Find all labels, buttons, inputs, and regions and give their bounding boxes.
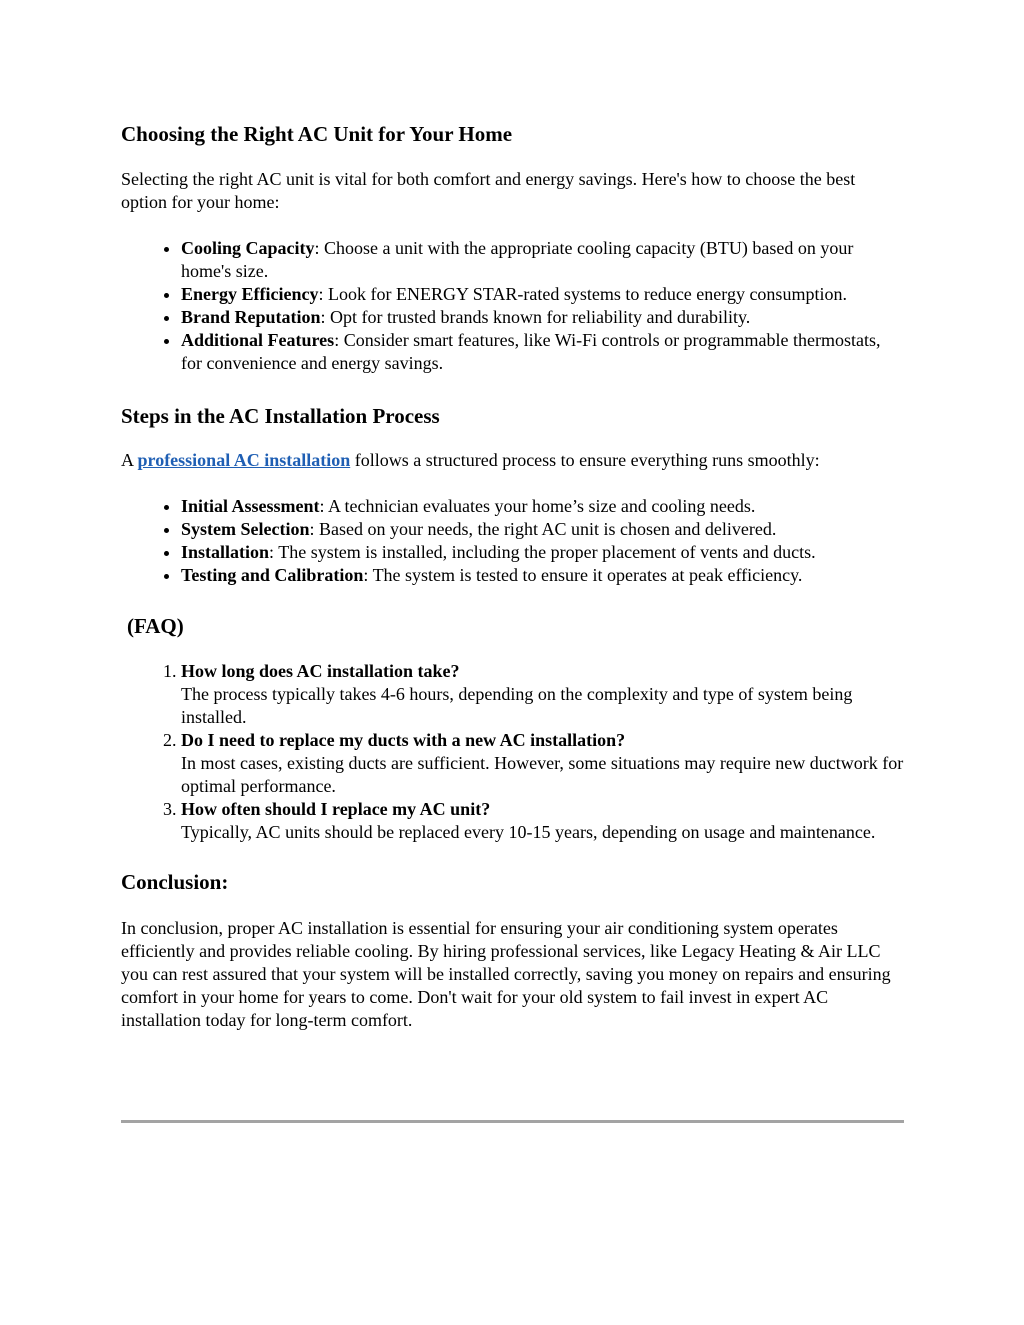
list-item-text: : Consider smart features, like Wi-Fi controls or programmable thermostats, for convenience and energy savings. [181,330,881,373]
faq-question: 2. Do I need to replace my ducts with a new AC installation? [181,730,626,750]
heading-choosing-ac-unit: Choosing the Right AC Unit for Your Home [121,122,513,146]
list-item-text: : Opt for trusted brands known for reliability and durability. [320,307,751,327]
choosing-intro-paragraph: Selecting the right AC unit is vital for both comfort and energy savings. Here's how to choose the best option for your home: [121,169,856,212]
list-item [181,283,904,306]
list-item [181,518,904,541]
heading-installation-steps: Steps in the AC Installation Process [121,404,440,428]
faq-answer: In most cases, existing ducts are sufficient. However, some situations may require new ductwork for optimal performance. [181,753,904,796]
list-item-term: Initial Assessment [181,496,320,516]
list-item-term: Additional Features [181,330,335,350]
list-item-text: : Choose a unit with the appropriate cooling capacity (BTU) based on your home's size. [181,238,854,281]
faq-question: 1. How long does AC installation take? [181,661,460,681]
list-item-term: Brand Reputation [181,307,321,327]
document-body [121,120,904,1032]
list-item-text: : The system is installed, including the proper placement of vents and ducts. [269,542,816,562]
list-item-term: Cooling Capacity [181,238,315,258]
faq-item [181,729,904,798]
faq-question: 3. How often should I replace my AC unit? [181,799,491,819]
list-item-term: Installation [181,542,270,562]
list-item [181,329,904,375]
list-item-text: : Based on your needs, the right AC unit is chosen and delivered. [309,519,777,539]
heading-conclusion: Conclusion: [121,870,229,894]
horizontal-divider [121,1120,904,1123]
list-item [181,541,904,564]
list-item [181,237,904,283]
list-item-text: : A technician evaluates your home’s size and cooling needs. [319,496,756,516]
faq-answer: Typically, AC units should be replaced every 10-15 years, depending on usage and maintenance. [181,822,876,842]
steps-intro-paragraph [121,449,904,472]
steps-intro-suffix: follows a structured process to ensure everything runs smoothly: [350,450,820,470]
installation-steps-list [121,495,904,587]
professional-ac-installation-link[interactable]: professional AC installation [137,450,351,470]
faq-item [181,660,904,729]
list-item [181,564,904,587]
list-item-term: System Selection [181,519,310,539]
list-item-term: Energy Efficiency [181,284,319,304]
heading-faq: (FAQ) [127,614,184,638]
list-item-text: : Look for ENERGY STAR-rated systems to reduce energy consumption. [318,284,847,304]
list-item [181,495,904,518]
faq-item [181,798,904,844]
faq-list [121,660,904,844]
faq-answer: The process typically takes 4-6 hours, depending on the complexity and type of system being installed. [181,684,853,727]
steps-intro-prefix: A [121,450,138,470]
choosing-criteria-list [121,237,904,375]
list-item [181,306,904,329]
conclusion-paragraph: In conclusion, proper AC installation is essential for ensuring your air conditioning system operates efficiently and provides reliable cooling. By hiring professional services, like Legacy Heating & Air LLC you can rest assured that your system will be installed correctly, saving you money on repairs and ensuring comfort in your home for years to come. Don't wait for your old system to fail invest in expert AC installation today for long-term comfort. [121,918,891,1030]
list-item-term: Testing and Calibration [181,565,364,585]
list-item-text: : The system is tested to ensure it operates at peak efficiency. [363,565,803,585]
